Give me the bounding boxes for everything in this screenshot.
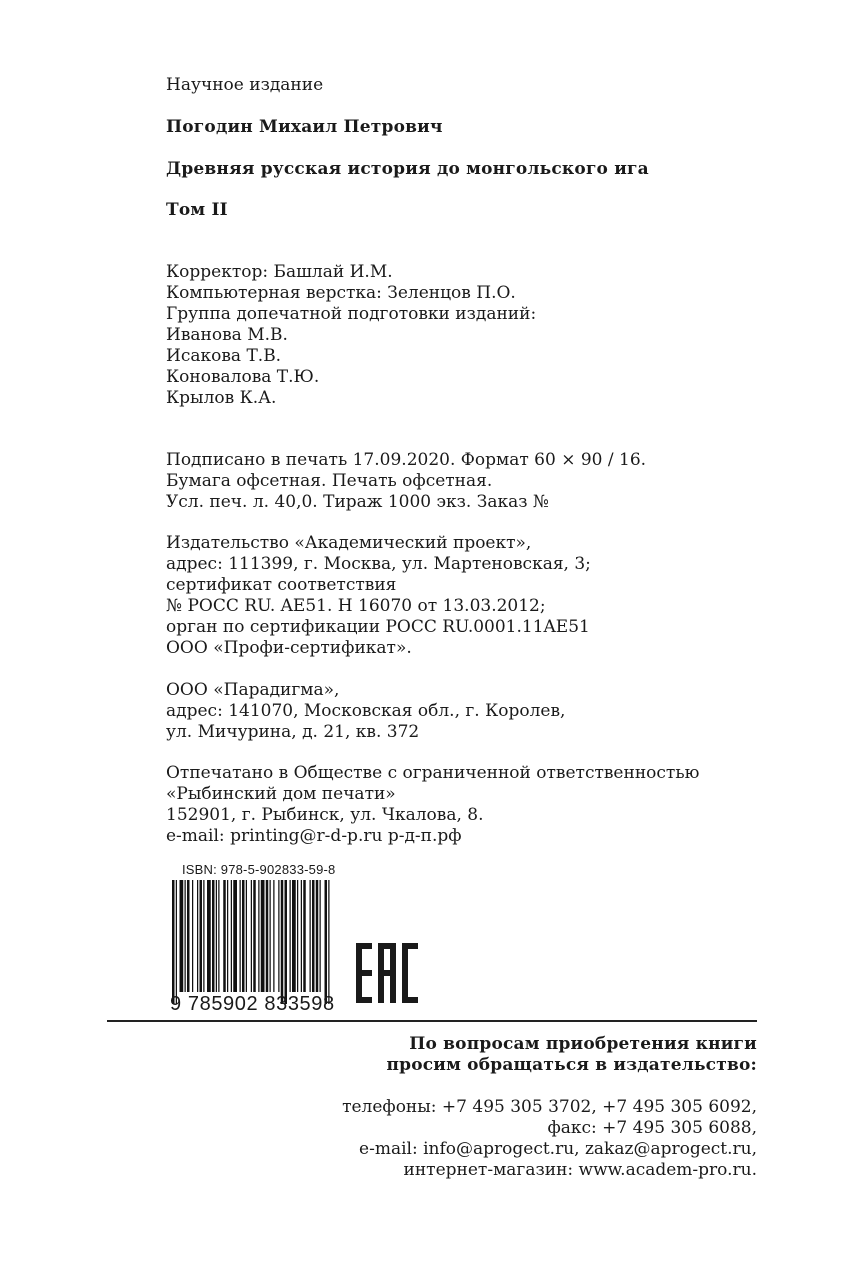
staff-line: Исакова Т.В.	[166, 346, 282, 366]
printer-line: e-mail: printing@r-d-p.ru р-д-п.рф	[166, 826, 462, 846]
print-info	[166, 450, 646, 513]
print-info-line: Усл. печ. л. 40,0. Тираж 1000 экз. Заказ №	[166, 492, 549, 512]
author-name	[166, 117, 443, 138]
paradigma-line: адрес: 141070, Московская обл., г. Королев,	[166, 701, 566, 721]
contact-header-line: просим обращаться в издательство:	[386, 1055, 757, 1075]
contact-details	[342, 1097, 757, 1181]
print-info-line: Подписано в печать 17.09.2020. Формат 60 × 90 / 16.	[166, 450, 647, 470]
barcode-icon	[170, 880, 334, 1004]
publisher-line: Издательство «Академический проект»,	[166, 533, 532, 553]
publisher-line: орган по сертификации РОСС RU.0001.11AE51	[166, 617, 590, 637]
barcode-digits: 9 785902 833598	[170, 993, 335, 1015]
volume-label	[166, 200, 228, 221]
staff-line: Коновалова Т.Ю.	[166, 367, 320, 387]
publisher-info	[166, 533, 591, 659]
staff-line: Иванова М.В.	[166, 325, 288, 345]
printer-line: Отпечатано в Обществе с ограниченной ответственностью	[166, 763, 700, 783]
author-text: Погодин Михаил Петрович	[166, 117, 443, 137]
volume-text: Том II	[166, 200, 228, 220]
title-text: Древняя русская история до монгольского ига	[166, 159, 649, 179]
series-text: Научное издание	[166, 75, 324, 95]
publisher-line: № РОСС RU. AE51. Н 16070 от 13.03.2012;	[166, 596, 546, 616]
staff-line: Группа допечатной подготовки изданий:	[166, 304, 537, 324]
staff-line: Крылов К.А.	[166, 388, 277, 408]
staff-line: Компьютерная верстка: Зеленцов П.О.	[166, 283, 516, 303]
isbn-label: ISBN: 978-5-902833-59-8	[182, 862, 336, 877]
contact-header	[386, 1034, 757, 1076]
paradigma-line: ул. Мичурина, д. 21, кв. 372	[166, 722, 420, 742]
staff-credits	[166, 262, 536, 409]
print-info-line: Бумага офсетная. Печать офсетная.	[166, 471, 493, 491]
staff-line: Корректор: Башлай И.М.	[166, 262, 393, 282]
contact-email: e-mail: info@aprogect.ru, zakaz@aprogect.ru,	[359, 1139, 757, 1159]
contact-header-line: По вопросам приобретения книги	[409, 1034, 757, 1054]
publisher-line: адрес: 111399, г. Москва, ул. Мартеновская, 3;	[166, 554, 591, 574]
printer-line: 152901, г. Рыбинск, ул. Чкалова, 8.	[166, 805, 484, 825]
paradigma-line: ООО «Парадигма»,	[166, 680, 340, 700]
divider	[107, 1020, 757, 1022]
printer-info	[166, 763, 699, 847]
printer-line: «Рыбинский дом печати»	[166, 784, 396, 804]
series-label	[166, 75, 323, 96]
contact-phones: телефоны: +7 495 305 3702, +7 495 305 6092,	[342, 1097, 757, 1117]
contact-website: интернет-магазин: www.academ-pro.ru.	[403, 1160, 757, 1180]
contact-fax: факс: +7 495 305 6088,	[547, 1118, 757, 1138]
publisher-line: сертификат соответствия	[166, 575, 397, 595]
eac-mark-icon	[356, 943, 418, 1003]
publisher-line: ООО «Профи-сертификат».	[166, 638, 412, 658]
book-title	[166, 159, 649, 180]
paradigma-info	[166, 680, 565, 743]
